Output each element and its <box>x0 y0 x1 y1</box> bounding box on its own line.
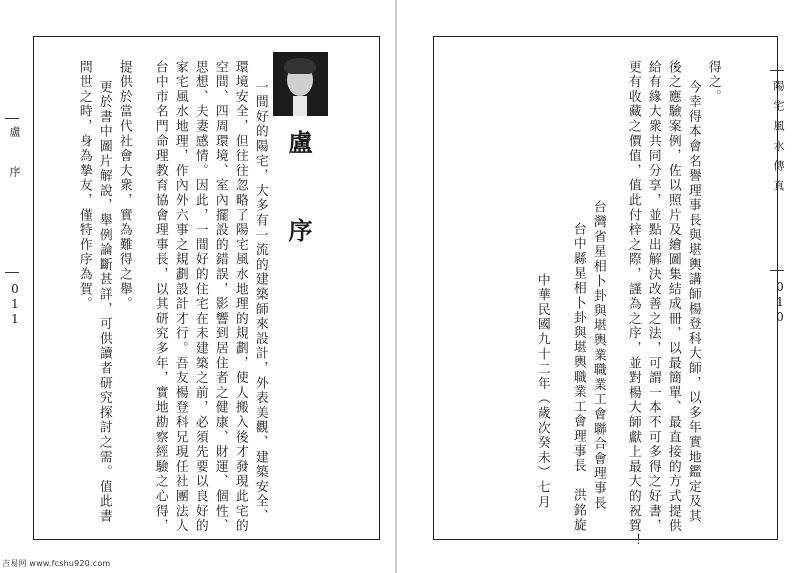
left-page <box>0 0 396 573</box>
right-signature-1: 台灣省星相卜卦與堪輿業職業工會聯合會理事長 <box>590 200 606 511</box>
side-rule-bottom-right <box>770 270 784 271</box>
side-rule-bottom <box>5 272 19 273</box>
left-column-2: 環境安全，但往往忽略了陽宅風水地理的規劃，使人搬入後才發現此宅的 <box>232 60 248 534</box>
author-photo <box>273 52 328 116</box>
page-number-left: 011 <box>8 282 22 327</box>
right-column-2: 今幸得本會名譽理事長與堪輿講師楊登科大師，以多年實地鑑定及其 <box>685 80 701 524</box>
right-date: 中華民國九十二年（歲次癸未）七月 <box>534 273 550 510</box>
right-column-1: 得之。 <box>705 60 721 105</box>
right-column-3: 後之應驗案例，佐以照片及繪圖集結成冊，以最簡單、最直接的方式提供 <box>665 60 681 534</box>
side-rule-top <box>5 118 19 119</box>
side-title-left: 盧 序 <box>8 126 21 186</box>
page-number-right: 010 <box>773 280 787 325</box>
right-column-4: 給有緣大衆共同分享，並點出解決改善之法，可謂一本不可多得之好書， <box>645 60 661 534</box>
photo-hair <box>284 58 316 74</box>
site-watermark: 吉易网 www.fcshu920.com <box>2 559 111 568</box>
left-column-1: 一間好的陽宅，大多有一流的建築師來設計，外表美觀、建築安全、 <box>252 80 268 524</box>
right-signature-2: 台中縣星相卜卦與堪輿職業工會理事長 洪銘旋 <box>570 222 586 533</box>
left-column-9: 問世之時，身為摯友，僅特作序為賀。 <box>76 60 92 312</box>
left-column-6: 台中市名門命理教育協會理事長，以其研究多年，實地勘察經驗之心得， <box>152 60 168 534</box>
left-column-7: 提供於當代社會大衆，實為難得之舉。 <box>116 60 132 312</box>
left-column-3: 空間、四周環境、室內擺設的錯誤，影響到居住者之健康、財運、個性、 <box>212 60 228 534</box>
left-column-5: 家宅風水地理，作內外六事之規劃設計才行。吾友楊登科兄現任社團法人 <box>172 60 188 534</box>
photo-collar <box>293 96 307 116</box>
left-column-4: 思想、夫妻感情。因此，一間好的住宅在未建築之前，必須先要以良好的 <box>192 60 208 534</box>
side-title-right: 陽宅風水傳真 <box>772 80 785 200</box>
right-page <box>397 0 793 573</box>
right-column-5: 更有收藏之價值，值此付梓之際，謹為之序，並對楊大師獻上最大的祝賀！ <box>625 60 641 549</box>
preface-heading: 盧 序 <box>284 130 312 262</box>
left-column-8: 更於書中圖片解說，舉例論斷甚詳，可供讀者研究探討之需。值此書 <box>96 80 112 524</box>
side-rule-top-right <box>770 70 784 71</box>
